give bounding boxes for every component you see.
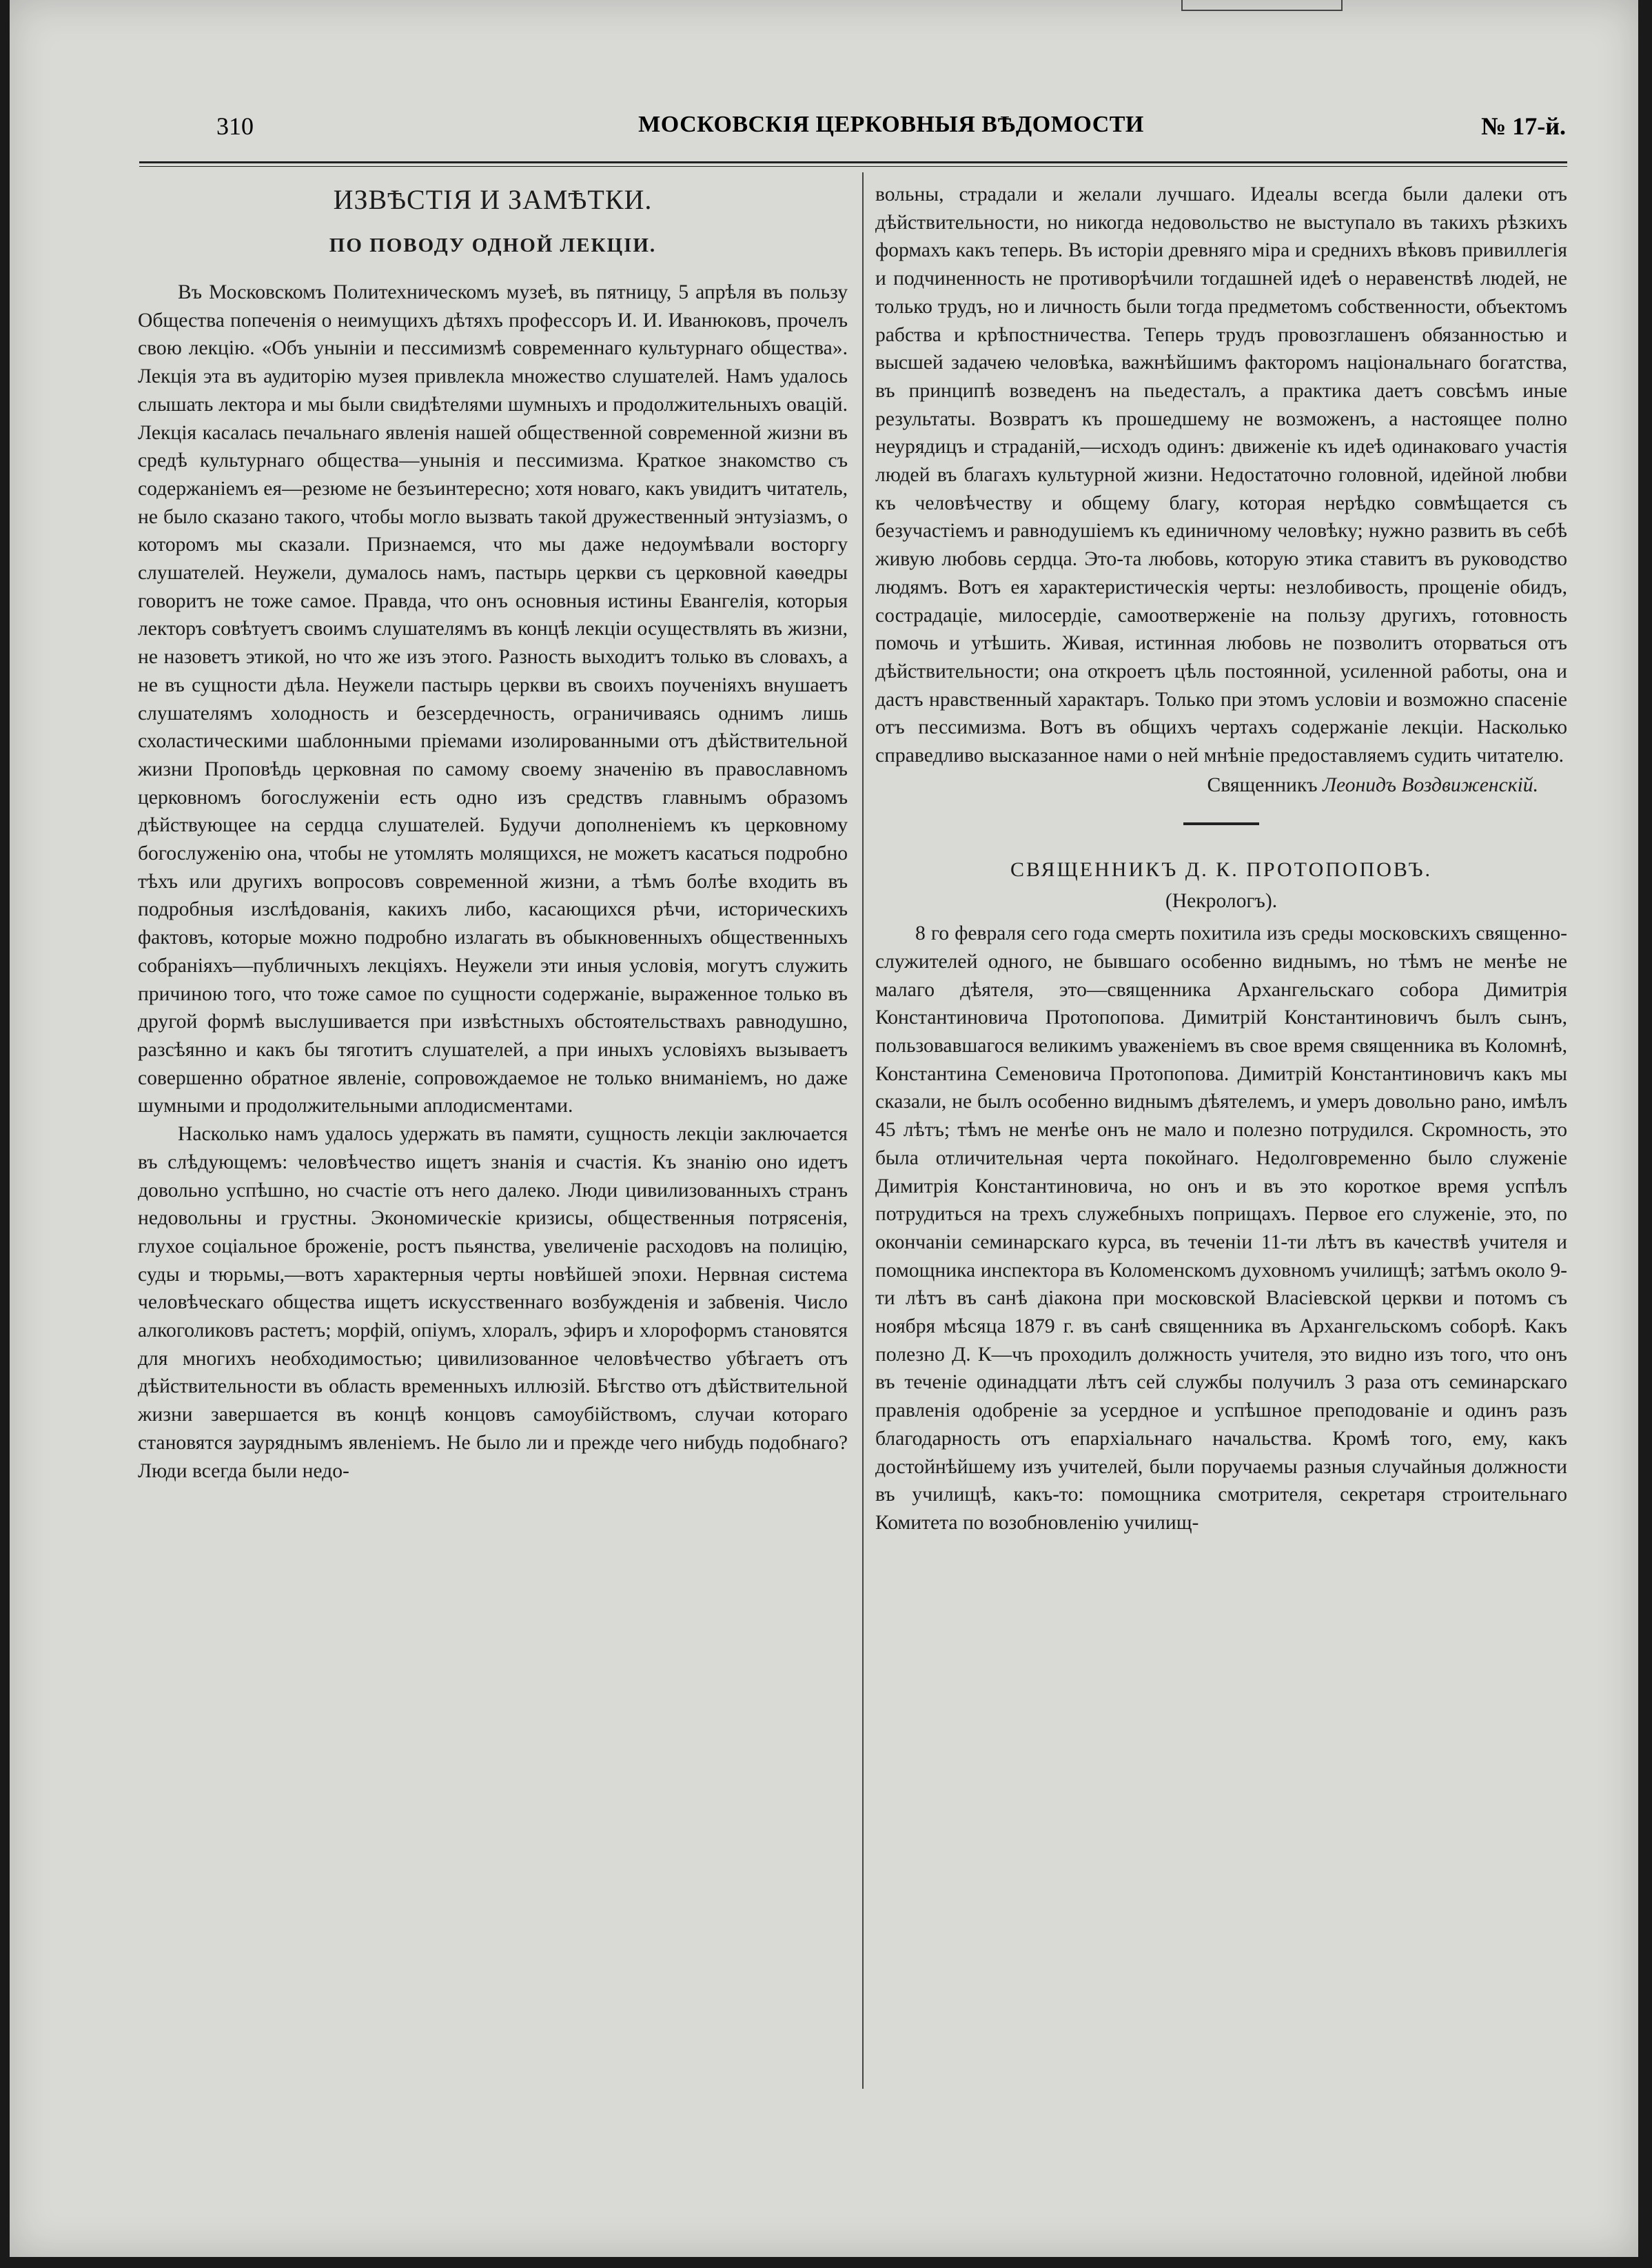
article-paragraph: Насколько намъ удалось удержать въ памяти, сущность лекціи заключается въ слѣдующемъ: человѣчество ищетъ знанія и счастія. Къ знанію оно идетъ довольно успѣшно, но счастіе отъ него далеко. Люди цивилизованныхъ странъ недовольны и грустны. Экономическіе кризисы, общественныя потрясенія, глухое соціальное броженіе, ростъ пьянства, увеличеніе расходовъ на полицію, суды и тюрьмы,—вотъ характерныя черты новѣйшей эпохи. Нервная система человѣческаго общества ищетъ искусственнаго возбужденія и забвенія. Число алкоголиковъ растетъ; морфій, опіумъ, хлоралъ, эфиръ и хлороформъ становятся для многихъ необходимостью; цивилизованное человѣчество убѣгаетъ отъ дѣйствительности въ область временныхъ иллюзій. Бѣгство отъ дѣйствительной жизни завершается въ концѣ концовъ самоубійствомъ, случаи котораго становятся зауряднымъ явленіемъ. Не было ли и прежде чего нибудь подобнаго? Люди всегда были недо-: [138, 1123, 848, 1482]
newspaper-page: [10, 0, 1638, 2257]
page-header: [216, 112, 1566, 142]
header-rule: [139, 161, 1567, 163]
obituary-title: СВЯЩЕННИКЪ Д. К. ПРОТОПОПОВЪ.: [1010, 858, 1432, 882]
obituary-subtitle: (Некрологъ).: [1165, 890, 1278, 913]
column-divider: [862, 172, 864, 2089]
right-column: [875, 181, 1567, 1537]
page-number: 310: [216, 112, 254, 140]
issue-number: № 17-й.: [1481, 112, 1566, 140]
section-separator: [1183, 822, 1259, 825]
signature-prefix: Священникъ: [1207, 773, 1318, 796]
article-paragraph-continued: вольны, страдали и желали лучшаго. Идеалы всегда были далеки отъ дѣйствительности, но никогда недовольство не выступало въ такихъ рѣзкихъ формахъ какъ теперь. Въ исторіи древняго міра и среднихъ вѣковъ привиллегія и подчиненность не противорѣчили тогдашней идеѣ о неравенствѣ людей, не только трудъ, но и личность были тогда предметомъ собственности, объектомъ рабства и крѣпостничества. Теперь трудъ провозглашенъ обязанностью и высшей задачею человѣка, важнѣйшимъ факторомъ національнаго богатства, въ принципѣ возведенъ на пьедесталъ, а практика даетъ совсѣмъ иные результаты. Возвратъ къ прошедшему не возможенъ, а настоящее полно неурядицъ и страданій,—исходъ одинъ: движеніе къ идеѣ одинаковаго участія людей въ благахъ культурной жизни. Недостаточно головной, идейной любви къ человѣчеству и общему благу, которая нерѣдко совмѣщается съ безучастіемъ и равнодушіемъ къ единичному человѣку; нужно развить въ себѣ живую любовь сердца. Это-та любовь, которую этика ставитъ въ руководство людямъ. Вотъ ея характеристическія черты: незлобивость, прощеніе обидъ, сострадаціе, милосердіе, самоотверженіе на пользу другихъ, готовность помочь и утѣшить. Живая, истинная любовь не позволитъ оторваться отъ дѣйствительности; она откроетъ цѣль постоянной, усиленной работы, она и дастъ нравственный характаръ. Только при этомъ условіи и возможно спасеніе отъ пессимизма. Вотъ въ общихъ чертахъ содержаніе лекціи. Насколько справедливо высказанное нами о ней мнѣніе предоставляемъ судить читателю.: [875, 183, 1567, 767]
header-rule-thin: [139, 166, 1567, 167]
article-signature: [875, 771, 1567, 800]
article-title: ПО ПОВОДУ ОДНОЙ ЛЕКЦІИ.: [329, 234, 657, 256]
section-title: ИЗВѢСТІЯ И ЗАМѢТКИ.: [333, 184, 653, 215]
article-paragraph: Въ Московскомъ Политехническомъ музеѣ, въ пятницу, 5 апрѣля въ пользу Общества попеченія о неимущихъ дѣтяхъ профессоръ И. И. Иванюковъ, прочелъ свою лекцію. «Объ унынiи и пессимизмѣ современнаго культурнаго общества». Лекція эта въ аудиторію музея привлекла множество слушателей. Намъ удалось слышать лектора и мы были свидѣтелями шумныхъ и продолжительныхъ овацій. Лекція касалась печальнаго явленія нашей общественной современной жизни въ средѣ культурнаго общества—унынія и пессимизма. Краткое знакомство съ содержаніемъ ея—резюме не безъинтересно; хотя новаго, какъ увидитъ читатель, не было сказано такого, чтобы могло вызвать такой дружественный энтузіазмъ, о которомъ мы сказали. Признаемся, что мы даже недоумѣвали восторгу слушателей. Неужели, думалось намъ, пастырь церкви съ церковной каѳедры говоритъ не тоже самое. Правда, что онъ основныя истины Евангелія, которыя лекторъ совѣтуетъ своимъ слушателямъ въ концѣ лекціи осуществлять въ жизни, не назоветъ этикой, но что же изъ этого. Разность выходитъ только въ словахъ, а не въ сущности дѣла. Неужели пастырь церкви въ своихъ поученіяхъ внушаетъ слушателямъ холодность и безсердечность, ограничиваясь однимъ лишь схоластическими шаблонными пріемами изолированными отъ дѣйствительной жизни Проповѣдь церковная по самому своему значенію въ православномъ церковномъ богослуженіи есть одно изъ средствъ главнымъ образомъ дѣйствующее на сердца слушателей. Будучи дополненіемъ къ церковному богослуженію она, чтобы не утомлять молящихся, не можетъ касаться подробно тѣхъ или другихъ вопросовъ современной жизни, а тѣмъ болѣе входить въ подробныя изслѣдованія, какихъ либо, касающихся рѣчи, историческихъ фактовъ, которые можно подробно излагать въ обыкновенныхъ общественныхъ собраніяхъ—публичныхъ лекціяхъ. Неужели эти иныя условія, могутъ служить причиною того, что тоже самое по сущности содержаніе, выраженное только въ другой формѣ выслушивается при извѣстныхъ обстоятельствахъ равнодушно, разсѣянно и какъ бы тяготитъ слушателей, а при иныхъ условіяхъ вызываетъ совершенно обратное явленіе, сопровождаемое не только вниманіемъ, но даже шумными и продолжительными аплодисментами.: [138, 281, 848, 1117]
journal-title: МОСКОВСКІЯ ЦЕРКОВНЫЯ ВѢДОМОСТИ: [638, 112, 1144, 137]
signature-name: Леонидъ Воздвиженскій.: [1322, 773, 1538, 796]
adjacent-page-fragment: [1181, 0, 1343, 11]
obituary-paragraph: 8 го февраля сего года смерть похитила изъ среды московскихъ священно-служителей одного, не бывшаго особенно виднымъ, но тѣмъ не менѣе не малаго дѣятеля, это—священника Архангельскаго собора Димитрія Константиновича Протопопова. Димитрій Константиновичъ былъ сынъ, пользовавшагося великимъ уваженіемъ въ свое время священника въ Коломнѣ, Константина Семеновича Протопопова. Димитрій Константиновичъ какъ мы сказали, не былъ особенно виднымъ дѣятелемъ, и умеръ довольно рано, имѣлъ 45 лѣтъ; тѣмъ не менѣе онъ не мало и полезно потрудился. Скромность, это была отличительная черта покойнаго. Недолговременно было служеніе Димитрія Константиновича, но онъ и въ это короткое время успѣлъ потрудиться на трехъ служебныхъ поприщахъ. Первое его служеніе, это, по окончаніи семинарскаго курса, въ теченіи 11-ти лѣтъ въ качествѣ учителя и помощника инспектора въ Коломенскомъ духовномъ училищѣ; затѣмъ около 9-ти лѣтъ въ санѣ діакона при московской Власіевской церкви и потомъ съ ноября мѣсяца 1879 г. въ санѣ священника въ Архангельскомъ соборѣ. Какъ полезно Д. К—чъ проходилъ должность учителя, это видно изъ того, что онъ въ теченіе одинадцати лѣтъ сей службы получилъ 3 раза отъ семинарскаго правленія одобреніе за усердное и успѣшное преподованіе и одинъ разъ благодарность отъ епархіальнаго начальства. Кромѣ того, ему, какъ достойнѣйшему изъ учителей, были поручаемы разныя случайныя должности въ училищѣ, какъ-то: помощника смотрителя, секретаря строительнаго Комитета по возобновленію училищ-: [875, 922, 1567, 1534]
left-column: [138, 181, 848, 1485]
